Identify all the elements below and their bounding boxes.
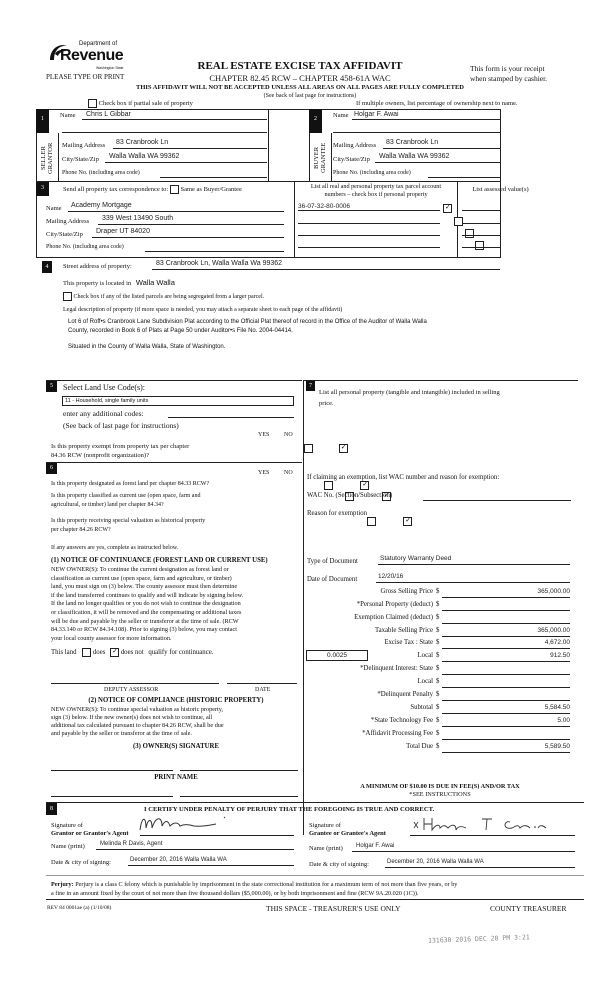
doc-date-value: 12/20/16 xyxy=(378,573,404,580)
doc-type-field[interactable] xyxy=(378,554,570,565)
assessed-value-3[interactable] xyxy=(462,228,500,236)
buyer-mailing-field[interactable] xyxy=(383,138,500,149)
partial-sale-label: Check box if partial sale of property xyxy=(98,99,193,107)
corr-phone-field[interactable] xyxy=(145,244,284,252)
tax-value-subtotal[interactable]: 5,584.50 xyxy=(442,704,570,714)
grantor-sig-label: Signature of Grantor or Grantor's Agent xyxy=(51,822,129,837)
exemption-label: If claiming an exemption, list WAC number and reason for exemption: xyxy=(307,474,500,481)
additional-codes-label: enter any additional codes: xyxy=(63,409,144,418)
does-not-checkbox[interactable] xyxy=(110,648,119,657)
same-as-buyer-checkbox[interactable] xyxy=(170,185,179,194)
buyer-phone-label: Phone No. (including area code) xyxy=(333,170,411,176)
corr-city-value: Draper UT 84020 xyxy=(96,228,150,235)
section-1-marker: 1 xyxy=(36,109,49,133)
personal-property-field[interactable] xyxy=(319,410,569,465)
corr-mailing-value: 339 West 13490 South xyxy=(102,215,174,222)
treasurer-stamp: 131630 2016 DEC 20 PM 3:21 xyxy=(427,933,530,945)
seller-city-label: City/State/Zip xyxy=(62,156,99,163)
reason-label: Reason for exemption xyxy=(307,510,368,517)
section-3-marker: 3 xyxy=(36,182,49,196)
assessor-date-line[interactable] xyxy=(227,676,297,684)
partial-sale-checkbox[interactable] xyxy=(88,99,97,108)
assessed-value-2[interactable] xyxy=(462,216,500,224)
correspondence-label: Send all property tax correspondence to: xyxy=(63,185,169,193)
continuance-row xyxy=(51,648,213,657)
if-yes-note: If any answers are yes, complete as instructed below. xyxy=(51,545,179,551)
does-label: does xyxy=(92,649,106,657)
owner-signature-line-2[interactable] xyxy=(180,763,298,771)
section-8-marker: 8 xyxy=(46,803,57,815)
located-label: This property is located in xyxy=(63,280,132,287)
section-5-marker: 5 xyxy=(46,381,57,392)
buyer-city-label: City/State/Zip xyxy=(333,156,370,163)
tax-label-personal: *Personal Property (deduct) xyxy=(356,601,433,608)
no-header-5: NO xyxy=(284,432,293,438)
section-6-marker: 6 xyxy=(46,463,57,474)
parcel-row-2[interactable] xyxy=(298,216,440,224)
grantee-name-label: Name (print) xyxy=(309,845,343,852)
grantor-signature-field[interactable] xyxy=(140,820,294,836)
tax-value-personal[interactable] xyxy=(442,601,570,611)
grantor-signature-scribble xyxy=(132,814,242,834)
tax-value-delinquent-state[interactable] xyxy=(442,665,570,675)
parcels-header: List all real and personal property tax parcel account numbers – check box if personal property xyxy=(310,183,442,198)
land-use-selected: 11 - Household, single family units xyxy=(65,398,149,404)
buyer-city-value: Walla Walla WA 99362 xyxy=(379,153,450,160)
buyer-mailing-label: Mailing Address xyxy=(333,142,377,149)
no-header-6: NO xyxy=(284,470,293,476)
buyer-side-label: BUYER GRANTEE xyxy=(313,142,327,174)
date-label: DATE xyxy=(255,687,271,693)
tax-label-subtotal: Subtotal xyxy=(410,704,433,711)
corr-city-label: City/State/Zip xyxy=(46,231,83,238)
forest-question: Is this property designated as forest land per chapter 84.33 RCW? xyxy=(51,481,210,487)
qualify-label: qualify for continuance. xyxy=(148,649,214,657)
exempt-yes-checkbox[interactable] xyxy=(304,444,313,453)
reason-field[interactable] xyxy=(307,520,572,550)
seller-side-label: SELLER GRANTOR xyxy=(40,142,54,174)
buyer-city-field[interactable] xyxy=(375,152,500,163)
tax-label-delinquent-state: *Delinquent Interest: State xyxy=(360,665,433,672)
tax-value-processing-fee[interactable] xyxy=(442,730,570,740)
yes-header-6: YES xyxy=(258,470,270,476)
doc-type-label: Type of Document xyxy=(307,558,358,565)
historical-question: Is this property receiving special valuation as historical property per chapter 84.26 RCW? xyxy=(51,518,206,533)
parcel-personal-checkbox-1[interactable] xyxy=(443,204,452,213)
print-name-line-2[interactable] xyxy=(180,789,298,797)
buyer-name-label: Name xyxy=(333,112,349,119)
tax-value-total-due[interactable]: 5,589.50 xyxy=(442,743,570,753)
deputy-assessor-label: DEPUTY ASSESSOR xyxy=(104,687,159,693)
located-row xyxy=(63,278,175,287)
buyer-phone-field[interactable] xyxy=(428,170,500,178)
seller-name-field[interactable] xyxy=(82,110,267,120)
partial-sale-checkbox-row[interactable] xyxy=(88,99,193,108)
receipt-note-2: when stamped by cashier. xyxy=(470,74,548,83)
seller-phone-label: Phone No. (including area code) xyxy=(62,170,140,176)
tax-label-processing-fee: *Affidavit Processing Fee xyxy=(362,730,433,737)
notice2-body: NEW OWNER(S): To continue special valuation as historic property, sign (3) below. If the new owner(s) does not wish to continue, all additional tax calculated pursuant to chapter 84.26 RCW, shall be due and payable by the seller or transferor at the time of sale. xyxy=(51,706,224,737)
parcel-row-3[interactable] xyxy=(298,228,440,236)
legal-label: Legal description of property (if more space is needed, you may attach a separate sheet to each page of the affidavit) xyxy=(63,307,343,313)
grantee-date-label: Date & city of signing: xyxy=(309,861,369,868)
tax-label-local: Local xyxy=(417,652,433,659)
tax-label-technology-fee: *State Technology Fee xyxy=(370,717,433,724)
seller-name-field-2[interactable] xyxy=(62,125,267,133)
corr-name-value: Academy Mortgage xyxy=(71,202,132,209)
seller-name-value: Chris L Gibbar xyxy=(86,111,131,118)
street-field[interactable] xyxy=(152,259,500,270)
deputy-assessor-sig-line[interactable] xyxy=(51,676,219,684)
grantee-date-value: December 20, 2016 Walla Walla WA xyxy=(387,859,484,865)
land-use-select[interactable] xyxy=(62,396,294,406)
grantor-date-label: Date & city of signing: xyxy=(51,859,111,866)
seller-phone-field[interactable] xyxy=(160,170,267,178)
parcel-number: 36-07-32-80-0006 xyxy=(298,203,351,210)
tax-value-technology-fee[interactable]: 5.00 xyxy=(442,717,570,727)
see-back-note: (See back of last page for instructions) xyxy=(63,421,179,430)
form-id: REV 84 0001ae (a) (1/10/08) xyxy=(47,905,112,911)
grantee-signature-scribble xyxy=(410,816,570,834)
does-checkbox[interactable] xyxy=(82,648,91,657)
notice1-body: NEW OWNER(S): To continue the current designation as forest land or classification as current use (open space, farm and agriculture, or timber) land, you must sign on (3) below. The county assessor must then determine if the land transferred continues to qualify and will indicate by signing below. If the land no longer qualifies or you do not wish to continue the designation or classification, it will be removed and the compensating or additional taxes will be due and payable by the seller or transferor at the time of sale. (RCW 84.33.140 or RCW 84.34.108). Prior to signing (3) below, you may contact your local county assessor for more information. xyxy=(51,566,244,642)
instructions-note: (See back of last page for instructions) xyxy=(263,93,357,99)
personal-property-label: List all personal property (tangible and intangible) included in selling price. xyxy=(319,389,500,407)
logo-dept: Department of xyxy=(79,41,118,47)
corr-city-field[interactable] xyxy=(92,227,284,238)
current-use-question: Is this property classified as current use (open space, farm and agricultural, or timber) land per chapter 84.34? xyxy=(51,493,201,508)
additional-codes-field[interactable] xyxy=(168,409,294,418)
section-4-marker: 4 xyxy=(42,261,52,273)
assessed-value-4[interactable] xyxy=(462,240,500,248)
tax-label-exemption: Exemption Claimed (deduct) xyxy=(354,614,433,621)
treasurer-use: THIS SPACE - TREASURER'S USE ONLY xyxy=(266,904,401,913)
street-value: 83 Cranbrook Ln, Walla Walla Wa 99362 xyxy=(156,260,283,267)
assessed-header: List assessed value(s) xyxy=(472,186,529,193)
logo-state: Washington State xyxy=(96,66,124,70)
print-name-line-1[interactable] xyxy=(51,789,173,797)
this-land-label: This land xyxy=(51,649,77,657)
tax-value-taxable[interactable]: 365,000.00 xyxy=(442,627,570,637)
owner-signature-line-1[interactable] xyxy=(51,763,173,771)
corr-mailing-field[interactable] xyxy=(98,214,284,225)
exempt-question: Is this property exempt from property tax per chapter 84.36 RCW (nonprofit organization)? xyxy=(51,443,190,459)
logo-name: Revenue xyxy=(60,47,124,64)
buyer-name-field-2[interactable] xyxy=(333,125,500,133)
grantor-date-field[interactable] xyxy=(128,855,294,866)
tax-label-delinquent-local: Local xyxy=(417,678,433,685)
minimum-note: A MINIMUM OF $10.00 IS DUE IN FEE(S) AND/OR TAX xyxy=(360,783,520,790)
corr-mailing-label: Mailing Address xyxy=(46,218,90,225)
form-subtitle: CHAPTER 82.45 RCW – CHAPTER 458-61A WAC xyxy=(209,73,391,83)
tax-label-gross: Gross Selling Price xyxy=(380,588,433,595)
grantor-name-value: Melinda R Davis, Agent xyxy=(100,841,163,847)
perjury-notice: Perjury: Perjury is a class C felony which is punishable by imprisonment in the state correctional institution for a maximum term of not more than five years, or by a fine in an amount fixed by the court of not more than five thousand dollars ($5,000.00), or by both imprisonment and fine (RCW 9A.20.020 (1C)). xyxy=(51,881,458,897)
correspondence-label-row xyxy=(63,185,242,194)
tax-value-penalty[interactable] xyxy=(442,691,570,701)
tax-label-taxable: Taxable Selling Price xyxy=(374,627,433,634)
receipt-note-1: This form is your receipt xyxy=(470,64,545,73)
segregated-row xyxy=(63,292,264,301)
wac-field[interactable] xyxy=(423,492,571,501)
owner-signature-label: (3) OWNER(S) SIGNATURE xyxy=(133,743,219,750)
doc-date-field[interactable] xyxy=(376,572,570,583)
forest-no-checkbox[interactable] xyxy=(360,481,369,490)
corr-phone-label: Phone No. (including area code) xyxy=(46,244,124,250)
segregated-label: Check box if any of the listed parcels are being segregated from a larger parcel. xyxy=(73,293,265,300)
grantee-date-field[interactable] xyxy=(385,857,575,868)
parcel-row-1[interactable] xyxy=(298,202,440,211)
grantee-name-field[interactable] xyxy=(352,841,575,852)
seller-mailing-value: 83 Cranbrook Ln xyxy=(116,139,169,146)
print-name-label: PRINT NAME xyxy=(154,774,198,781)
tax-value-gross[interactable]: 365,000.00 xyxy=(442,588,570,598)
forest-yes-checkbox[interactable] xyxy=(324,481,333,490)
grantor-date-value: December 20, 2016 Walla Walla WA xyxy=(130,857,227,863)
corr-name-field[interactable] xyxy=(68,201,284,212)
multiple-owners-note: If multiple owners, list percentage of ownership next to name. xyxy=(356,100,518,107)
buyer-name-field[interactable] xyxy=(352,110,500,120)
legal-description[interactable]: Lot 6 of Roff•s Cranbrook Lane Subdivision Plat according to the Official Plat thereof of record in the Office of the Auditor of Walla Walla County, recorded in Book 6 of Plats at Page 50 under Auditor•s File No. 2004-04414. Situated in the County of Walla Walla, State of Washington. xyxy=(68,319,427,350)
tax-value-exemption[interactable] xyxy=(442,614,570,624)
seller-city-field[interactable] xyxy=(105,152,267,163)
seller-city-value: Walla Walla WA 99362 xyxy=(109,153,180,160)
notice1-title: (1) NOTICE OF CONTINUANCE (FOREST LAND OR CURRENT USE) xyxy=(51,557,268,564)
grantor-name-label: Name (print) xyxy=(51,843,85,850)
grantor-name-field[interactable] xyxy=(96,839,294,850)
tax-label-excise-state: Excise Tax : State xyxy=(384,639,433,646)
parcel-row-4[interactable] xyxy=(298,240,440,248)
tax-value-local[interactable]: 912.50 xyxy=(442,652,570,662)
see-instructions: *SEE INSTRUCTIONS xyxy=(409,791,471,798)
form-title: REAL ESTATE EXCISE TAX AFFIDAVIT xyxy=(197,60,403,72)
doc-date-label: Date of Document xyxy=(307,576,358,583)
seller-mailing-label: Mailing Address xyxy=(62,142,106,149)
grantee-signature-field[interactable] xyxy=(410,820,575,836)
tax-value-delinquent-local[interactable] xyxy=(442,678,570,688)
seller-name-label: Name xyxy=(60,112,76,119)
certify-statement: I CERTIFY UNDER PENALTY OF PERJURY THAT THE FOREGOING IS TRUE AND CORRECT. xyxy=(144,806,435,813)
notice2-title: (2) NOTICE OF COMPLIANCE (HISTORIC PROPERTY) xyxy=(88,697,264,704)
local-rate-box[interactable]: 0.0025 xyxy=(306,650,368,661)
please-type: PLEASE TYPE OR PRINT xyxy=(46,73,125,81)
corr-name-label: Name xyxy=(46,205,62,212)
section-7-marker: 7 xyxy=(306,381,315,391)
same-as-buyer-label: Same as Buyer/Grantee xyxy=(180,185,242,193)
warning-text: THIS AFFIDAVIT WILL NOT BE ACCEPTED UNLESS ALL AREAS ON ALL PAGES ARE FULLY COMPLETED xyxy=(136,84,464,91)
assessed-value-1[interactable] xyxy=(462,202,500,211)
dor-logo xyxy=(46,38,128,74)
does-not-label: does not xyxy=(120,649,144,657)
street-label: Street address of property: xyxy=(63,263,132,270)
doc-type-value: Statutory Warranty Deed xyxy=(380,555,452,562)
perjury-bold: Perjury: xyxy=(51,881,74,888)
located-value: Walla Walla xyxy=(135,278,175,287)
grantee-name-value: Holgar F. Awai xyxy=(356,843,395,849)
grantee-sig-label: Signature of Grantee or Grantee's Agent xyxy=(309,822,386,837)
land-use-label: Select Land Use Code(s): xyxy=(63,383,145,392)
buyer-name-value: Holgar F. Awai xyxy=(354,111,399,118)
tax-label-penalty: *Delinquent Penalty xyxy=(377,691,433,698)
section-2-marker: 2 xyxy=(309,109,322,133)
county-treasurer: COUNTY TREASURER xyxy=(490,904,567,913)
segregated-checkbox[interactable] xyxy=(63,292,72,301)
tax-label-total-due: Total Due xyxy=(406,743,433,750)
buyer-mailing-value: 83 Cranbrook Ln xyxy=(386,139,439,146)
yes-header-5: YES xyxy=(258,432,270,438)
seller-mailing-field[interactable] xyxy=(113,138,267,149)
tax-value-excise-state[interactable]: 4,672.00 xyxy=(442,639,570,649)
wac-label: WAC No. (Section/Subsection) xyxy=(307,492,393,499)
